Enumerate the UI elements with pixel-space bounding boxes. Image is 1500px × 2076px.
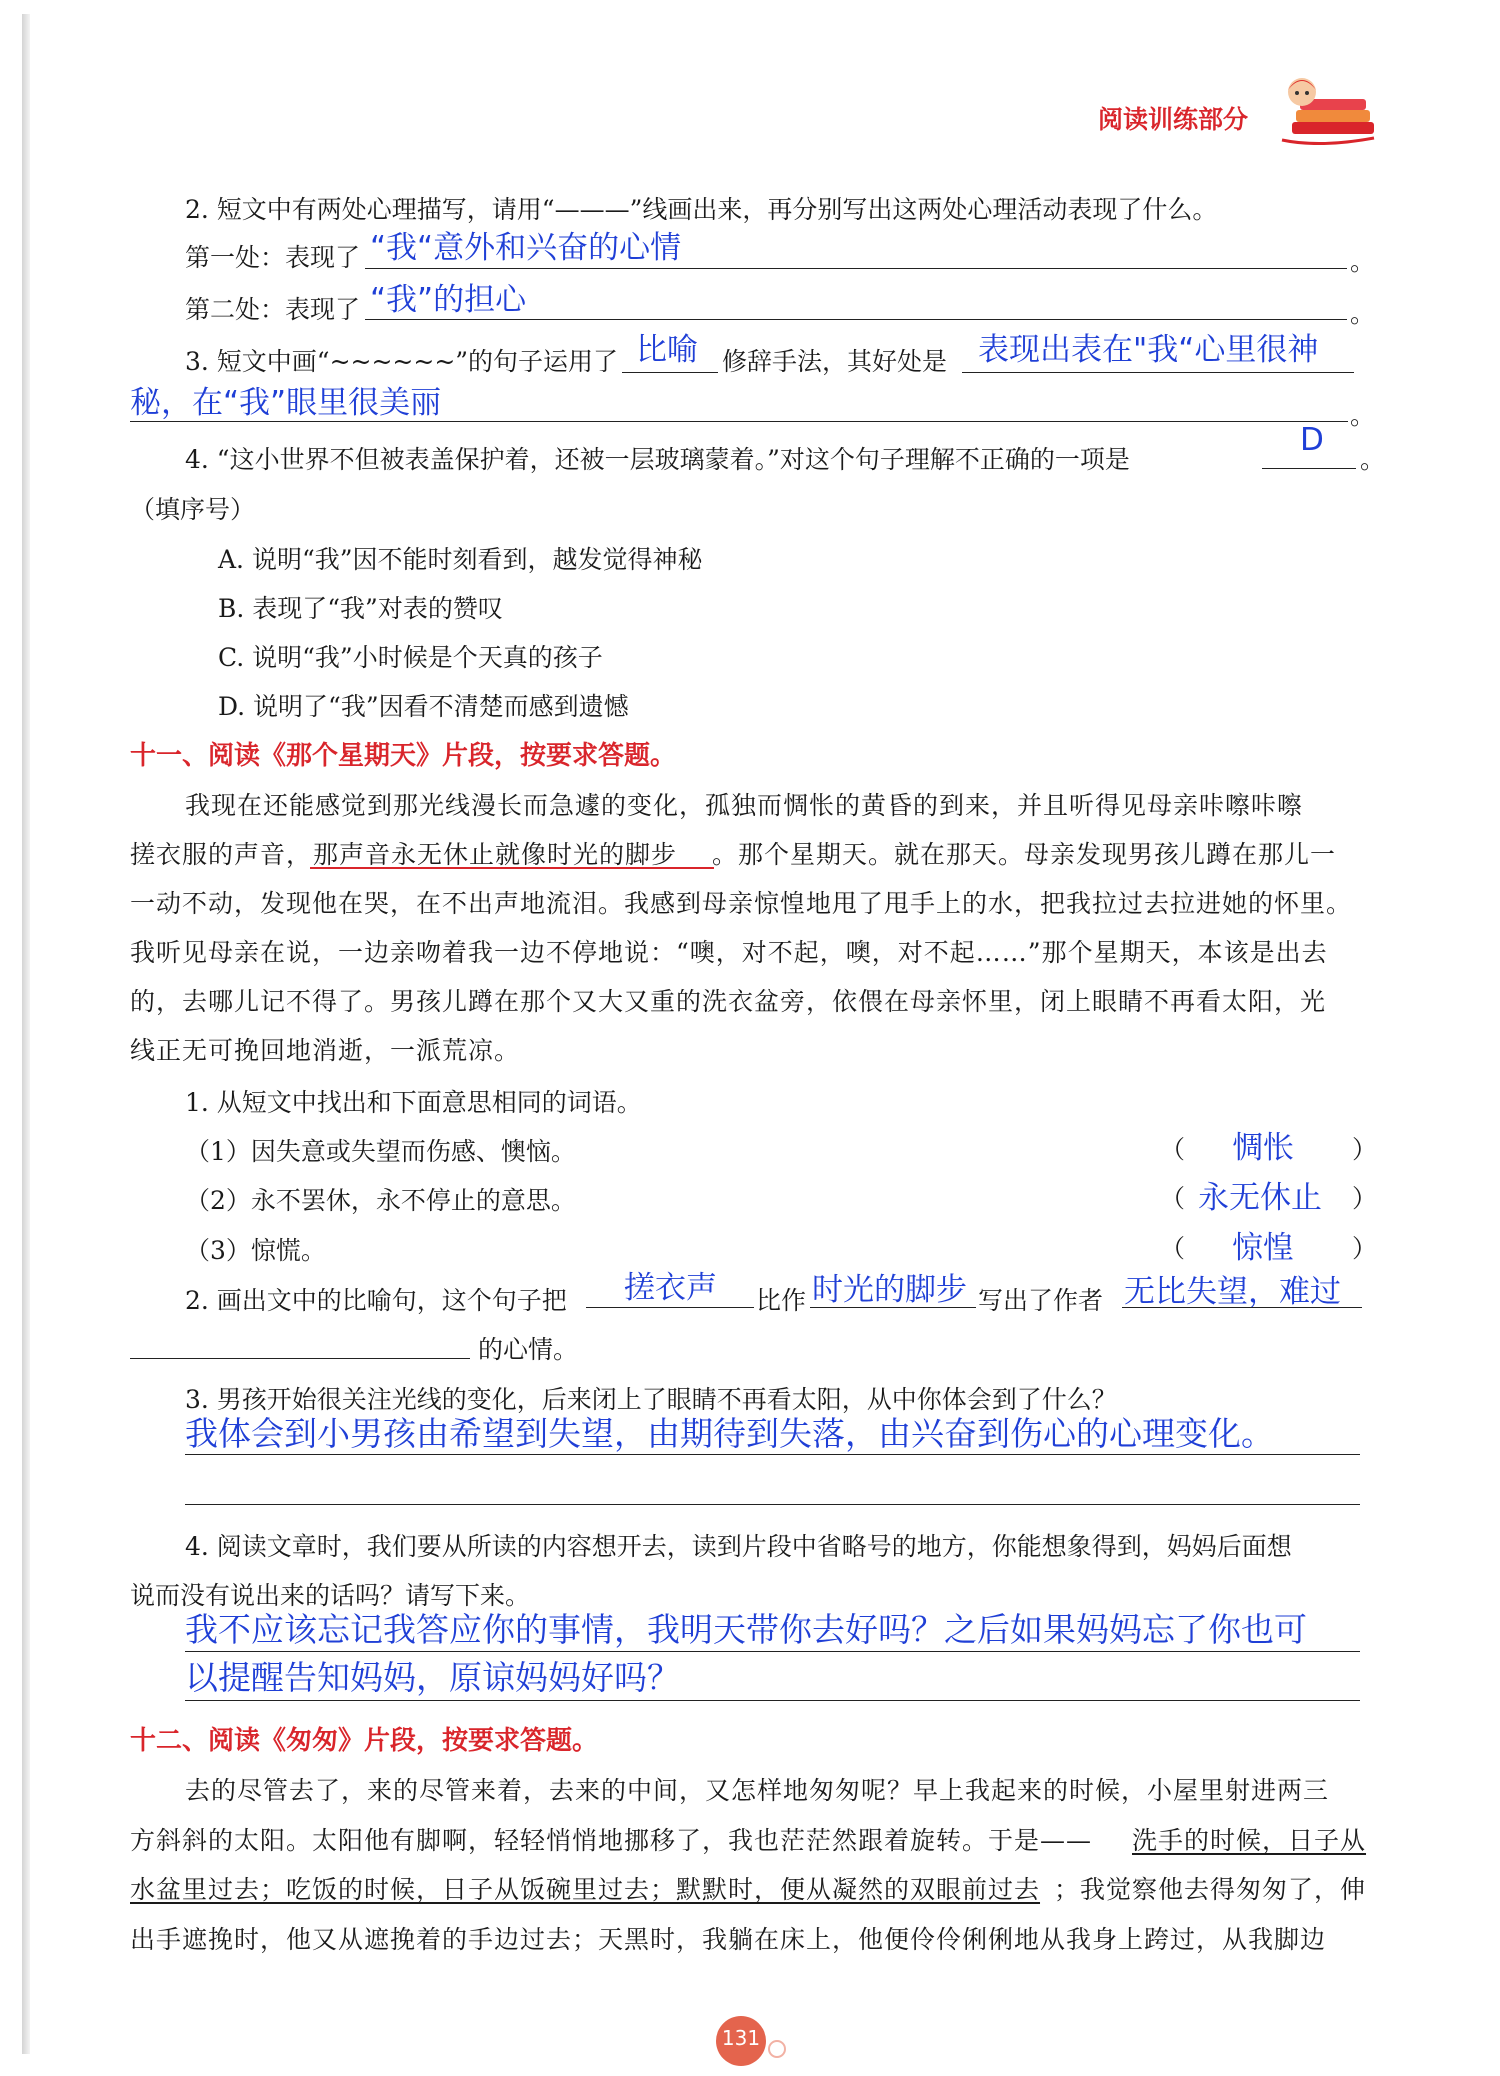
s11-question-1: 1. 从短文中找出和下面意思相同的词语。 (185, 1088, 642, 1117)
q3-blank1 (622, 372, 718, 373)
q3-answer-rhetoric: 比喻 (636, 332, 698, 368)
s11-q1-item-1-paren-close: ） (1352, 1135, 1378, 1164)
s11-question-3: 3. 男孩开始很关注光线的变化，后来闭上了眼睛不再看太阳，从中你体会到了什么？ (185, 1385, 1117, 1414)
s11-question-2: 2. 画出文中的比喻句，这个句子把 (185, 1286, 567, 1315)
passage-simile-sentence: 那声音永无休止就像时光的脚步 (313, 840, 678, 869)
section-title: 阅读训练部分 (1098, 105, 1249, 134)
s12-line-4: 出手遮挽时，他又从遮挽着的手边过去；天黑时，我躺在床上，他便伶伶俐俐地从我身上跨过，从我脚边 (130, 1925, 1327, 1954)
s11-q3-line2 (185, 1504, 1360, 1505)
s11-q1-item-2-answer: 永无休止 (1198, 1180, 1322, 1216)
s11-q2-blank2 (810, 1307, 976, 1308)
passage-line-2-mark: 。 (712, 840, 739, 869)
s11-q3-line1 (185, 1454, 1360, 1455)
s11-q2-tail: 的心情。 (478, 1335, 579, 1364)
q3-answer-benefit-1: 表现出表在"我“心里很神 (978, 332, 1319, 368)
q4-answer: D (1300, 422, 1324, 458)
binding-edge (22, 14, 30, 2054)
s11-q1-item-1-answer: 惆怅 (1232, 1130, 1294, 1166)
s11-q4-line2 (185, 1700, 1360, 1701)
s11-q2-mid2: 写出了作者 (978, 1286, 1104, 1315)
s12-line-2-underlined: 洗手的时候，日子从 (1132, 1826, 1367, 1855)
s12-line-2-pre: 方斜斜的太阳。太阳他有脚啊，轻轻悄悄地挪移了，我也茫茫然跟着旋转。于是—— (130, 1826, 1093, 1855)
option-d: D. 说明了“我”因看不清楚而感到遗憾 (218, 692, 629, 721)
s11-q1-item-2-paren-close: ） (1352, 1184, 1378, 1213)
section-11-heading: 十一、阅读《那个星期天》片段，按要求答题。 (130, 741, 677, 771)
q2-second-label: 第二处：表现了 (185, 295, 361, 324)
q2-second-answer: “我”的担心 (370, 282, 527, 318)
q2-second-period: 。 (1350, 299, 1376, 328)
q3-blank2 (962, 372, 1354, 373)
s11-q1-item-3-paren-open: （ (1160, 1234, 1186, 1263)
s11-q4-answer-line-1: 我不应该忘记我答应你的事情，我明天带你去好吗？之后如果妈妈忘了你也可 (185, 1610, 1307, 1649)
s11-q2-answer-2: 时光的脚步 (812, 1272, 967, 1308)
s11-q2-answer-3: 无比失望，难过 (1124, 1274, 1341, 1310)
question-2: 2. 短文中有两处心理描写，请用“———”线画出来，再分别写出这两处心理活动表现了什么。 (185, 195, 1218, 224)
q3-answer-benefit-2: 秘，在“我”眼里很美丽 (130, 385, 442, 421)
s11-q1-item-3-answer: 惊惶 (1232, 1230, 1294, 1266)
s11-q4-answer-line-2: 以提醒告知妈妈，原谅妈妈好吗？ (185, 1658, 680, 1697)
s11-question-4-line-2: 说而没有说出来的话吗？请写下来。 (130, 1581, 531, 1610)
q2-first-line (365, 268, 1347, 269)
s12-line-3-underlined: 水盆里过去；吃饭的时候，日子从饭碗里过去；默默时，便从凝然的双眼前过去 (130, 1875, 1041, 1904)
s11-q2-mid: 比作 (756, 1286, 807, 1315)
q2-second-line (365, 319, 1347, 320)
page-number: 131 (721, 2026, 761, 2050)
passage-line-1: 我现在还能感觉到那光线漫长而急遽的变化，孤独而惆怅的黄昏的到来，并且听得见母亲咔嚓咔嚓 (185, 791, 1304, 820)
s11-q2-answer-1: 搓衣声 (624, 1270, 717, 1306)
reading-girl-books-icon (1270, 70, 1380, 145)
option-a: A. 说明“我”因不能时刻看到，越发觉得神秘 (218, 545, 703, 574)
s11-q2-blank4 (130, 1358, 470, 1359)
q3-period: 。 (1350, 401, 1376, 430)
question-3: 3. 短文中画“~~~~~~”的句子运用了 (185, 347, 619, 376)
passage-line-2-pre: 搓衣服的声音， (130, 840, 313, 869)
q2-first-label: 第一处：表现了 (185, 243, 361, 272)
simile-red-underline (310, 867, 714, 869)
section-12-heading: 十二、阅读《匆匆》片段，按要求答题。 (130, 1726, 599, 1756)
page-number-bubble-icon (768, 2040, 786, 2058)
q2-first-answer: “我“意外和兴奋的心情 (370, 230, 682, 266)
s12-line-1: 去的尽管去了，来的尽管来着，去来的中间，又怎样地匆匆呢？早上我起来的时候，小屋里射进两三 (185, 1776, 1330, 1805)
s11-q1-item-1: （1）因失意或失望而伤感、懊恼。 (185, 1137, 576, 1166)
s11-q1-item-3-paren-close: ） (1352, 1234, 1378, 1263)
passage-line-3: 一动不动，发现他在哭，在不出声地流泪。我感到母亲惊惶地甩了甩手上的水，把我拉过去拉进她的怀里。 (130, 889, 1353, 918)
passage-line-5: 的，去哪儿记不得了。男孩儿蹲在那个又大又重的洗衣盆旁，依偎在母亲怀里，闭上眼睛不再看太阳，光 (130, 987, 1327, 1016)
question-4: 4. “这小世界不但被表盖保护着，还被一层玻璃蒙着。”对这个句子理解不正确的一项是 (185, 445, 1130, 474)
q4-blank (1262, 468, 1356, 469)
q3-blank3 (130, 421, 1348, 422)
s11-q3-answer: 我体会到小男孩由希望到失望，由期待到失落，由兴奋到伤心的心理变化。 (185, 1414, 1274, 1453)
option-b: B. 表现了“我”对表的赞叹 (218, 594, 503, 623)
s11-q1-item-2: （2）永不罢休，永不停止的意思。 (185, 1186, 576, 1215)
passage-line-2-post: 那个星期天。就在那天。母亲发现男孩儿蹲在那儿一 (738, 840, 1337, 869)
q2-first-period: 。 (1350, 247, 1376, 276)
s11-question-4-line-1: 4. 阅读文章时，我们要从所读的内容想开去，读到片段中省略号的地方，你能想象得到，妈妈后面想 (185, 1532, 1292, 1561)
s11-q1-item-3: （3）惊慌。 (185, 1236, 326, 1265)
passage-line-4: 我听见母亲在说，一边亲吻着我一边不停地说：“噢，对不起，噢，对不起……”那个星期天，本该是出去 (130, 938, 1328, 967)
s12-line-3-post: ；我觉察他去得匆匆了，伸 (1054, 1875, 1367, 1904)
q4-period: 。 (1360, 445, 1386, 474)
s11-q2-blank1 (586, 1307, 754, 1308)
passage-line-6: 线正无可挽回地消逝，一派荒凉。 (130, 1036, 521, 1065)
q4-note: （填序号） (130, 495, 256, 524)
s11-q2-blank3 (1122, 1307, 1362, 1308)
q3-mid: 修辞手法，其好处是 (722, 347, 948, 376)
s11-q1-item-2-paren-open: （ (1160, 1184, 1186, 1213)
option-c: C. 说明“我”小时候是个天真的孩子 (218, 643, 603, 672)
s11-q1-item-1-paren-open: （ (1160, 1135, 1186, 1164)
